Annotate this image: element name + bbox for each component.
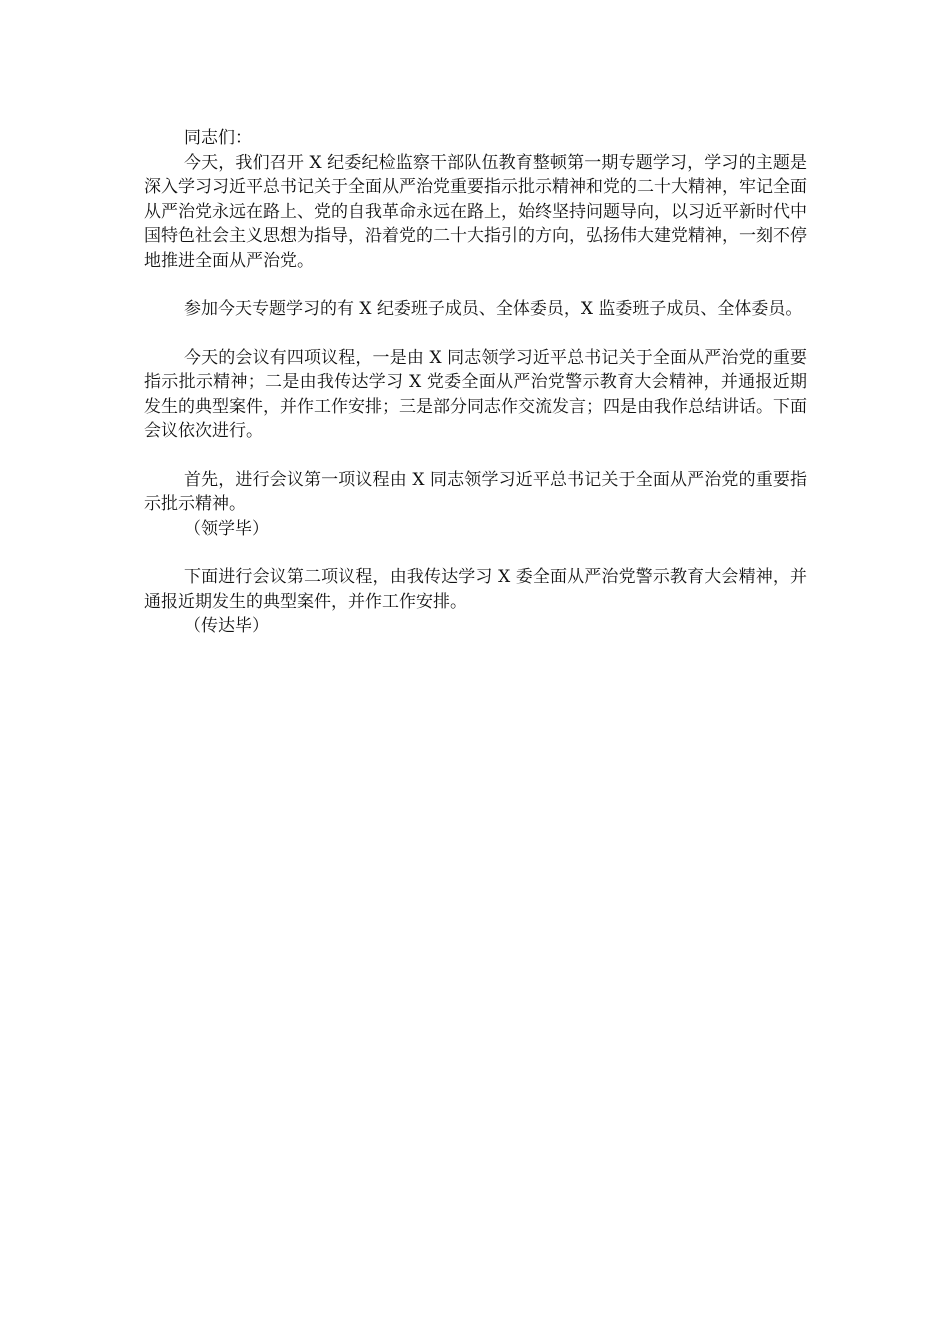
document-body (144, 126, 807, 639)
paragraph-agenda: 今天的会议有四项议程，一是由 X 同志领学习近平总书记关于全面从严治党的重要指示批示精神；二是由我传达学习 X 党委全面从严治党警示教育大会精神，并通报近期发生的典型案件，并作工作安排；三是部分同志作交流发言；四是由我作总结讲话。下面会议依次进行。 (144, 347, 807, 441)
paragraph-second-item: 下面进行会议第二项议程，由我传达学习 X 委全面从严治党警示教育大会精神，并通报近期发生的典型案件，并作工作安排。 (144, 567, 807, 612)
note-study-complete: （领学毕） (184, 518, 269, 539)
paragraph-opening: 今天，我们召开 X 纪委纪检监察干部队伍教育整顿第一期专题学习，学习的主题是深入学习习近平总书记关于全面从严治党重要指示批示精神和党的二十大精神，牢记全面从严治党永远在路上、党的自我革命永远在路上，始终坚持问题导向，以习近平新时代中国特色社会主义思想为指导，沿着党的二十大指引的方向，弘扬伟大建党精神，一刻不停地推进全面从严治党。 (144, 152, 807, 271)
paragraph-attendees: 参加今天专题学习的有 X 纪委班子成员、全体委员，X 监委班子成员、全体委员。 (184, 299, 803, 319)
paragraph-first-item: 首先，进行会议第一项议程由 X 同志领学习近平总书记关于全面从严治党的重要指示批示精神。 (144, 469, 807, 514)
salutation: 同志们： (184, 128, 252, 148)
note-relay-complete: （传达毕） (184, 616, 269, 636)
